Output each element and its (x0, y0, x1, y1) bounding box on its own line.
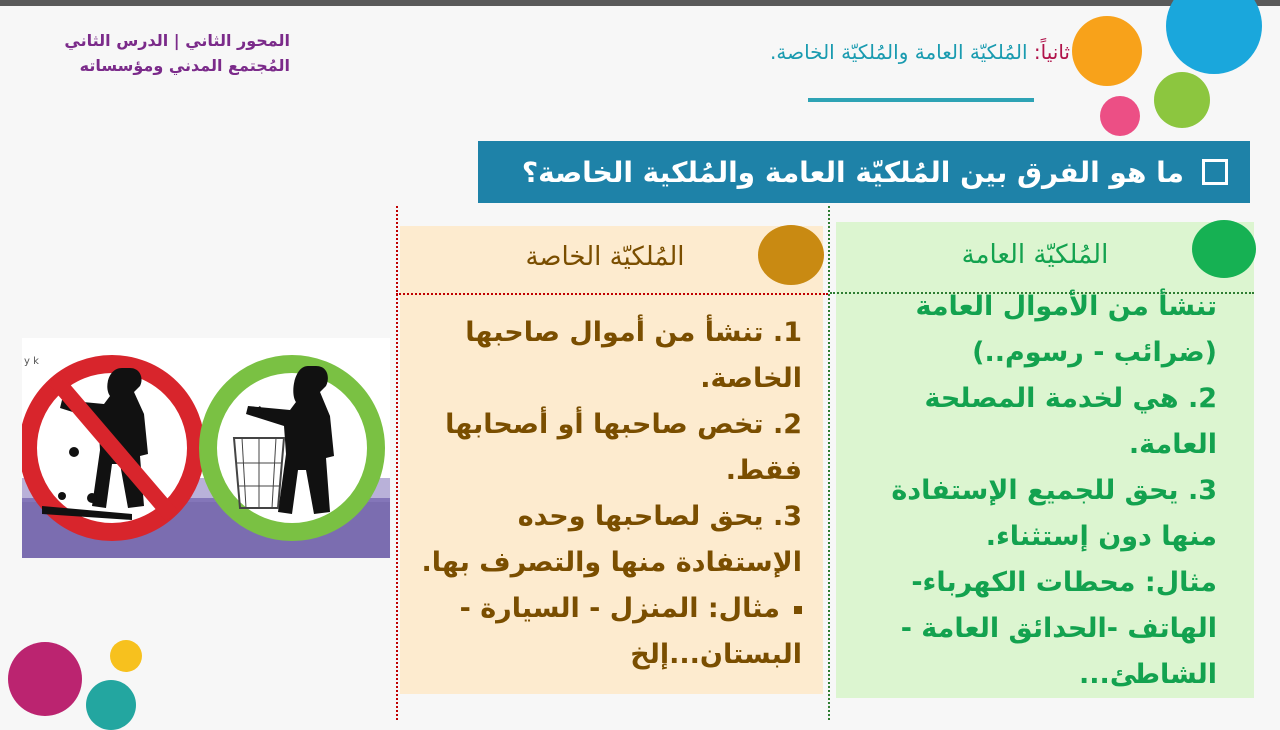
list-item: 2. تخص صاحبها أو أصحابها فقط. (445, 409, 802, 486)
decorative-circle-icon (8, 642, 82, 716)
list-item: تنشأ من الأموال العامة (ضرائب - رسوم..) (915, 291, 1217, 368)
question-bar (478, 141, 1250, 203)
signs-svg (22, 338, 390, 558)
divider (828, 206, 830, 720)
decorative-circle-icon (110, 640, 142, 672)
public-property-title: المُلكيّة العامة (961, 240, 1109, 270)
public-marker-icon (1192, 220, 1256, 278)
lesson-axis-label: المحور الثاني | الدرس الثاني (64, 31, 290, 50)
divider (396, 206, 398, 720)
question-text: ما هو الفرق بين المُلكيّة العامة والمُلكية الخاصة؟ (521, 155, 1184, 189)
list-item: 3. يحق لصاحبها وحده الإستفادة منها والتصرف بها. (421, 501, 802, 578)
use-trash-bin-sign-icon (208, 364, 376, 532)
image-side-letters: y k (24, 356, 39, 367)
private-marker-icon (758, 225, 824, 285)
decorative-circle-icon (1166, 0, 1262, 74)
divider (396, 293, 828, 295)
section-title (650, 40, 1070, 64)
top-bar (0, 0, 1280, 6)
list-item: مثال: محطات الكهرباء- الهاتف -الحدائق العامة - الشاطئ... (900, 567, 1217, 690)
private-property-title: المُلكيّة الخاصة (525, 242, 685, 272)
title-underline (808, 98, 1034, 102)
list-item: 1. تنشأ من أموال صاحبها الخاصة. (465, 317, 802, 394)
lesson-header (40, 28, 290, 78)
no-littering-sign-icon (28, 364, 196, 532)
list-item: 2. هي لخدمة المصلحة العامة. (924, 383, 1217, 460)
list-item: 3. يحق للجميع الإستفادة منها دون إستثناء. (891, 475, 1217, 552)
decorative-circle-icon (86, 680, 136, 730)
section-prefix: ثانياً: (1033, 40, 1070, 64)
private-property-list (402, 310, 802, 678)
checkbox-icon (1202, 159, 1228, 185)
decorative-circle-icon (1072, 16, 1142, 86)
example-text: مثال: المنزل - السيارة - البستان...إلخ (459, 593, 802, 670)
list-item (402, 586, 802, 678)
square-bullet-icon (794, 606, 802, 614)
decorative-circle-icon (1100, 96, 1140, 136)
signs-illustration (22, 338, 390, 558)
section-title-text: المُلكيّة العامة والمُلكيّة الخاصة. (770, 40, 1034, 64)
lesson-subject-label: المُجتمع المدني ومؤسساته (79, 56, 290, 75)
public-property-list (845, 284, 1217, 698)
decorative-circle-icon (1154, 72, 1210, 128)
